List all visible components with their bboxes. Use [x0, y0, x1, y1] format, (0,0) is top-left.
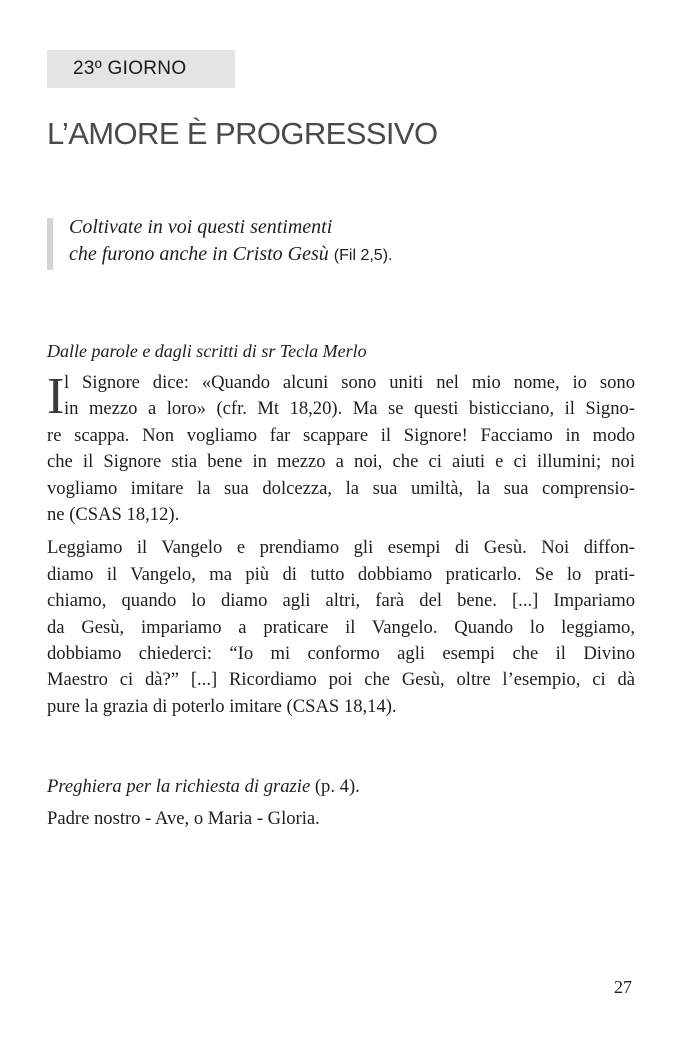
quote-line — [69, 241, 607, 269]
quote-text — [69, 214, 607, 269]
paragraph-line: Maestro ci dà?” [...] Ricordiamo poi che Gesù, oltre l’esempio, ci dà — [47, 669, 635, 691]
page-title: L’AMORE È PROGRESSIVO — [47, 116, 438, 151]
prayer-title: Preghiera per la richiesta di grazie — [47, 776, 311, 797]
page-number: 27 — [614, 977, 632, 997]
paragraph-line: in mezzo a loro» (cfr. Mt 18,20). Ma se questi bisticciano, il Signo- — [64, 398, 635, 420]
paragraph-line: che il Signore stia bene in mezzo a noi, che ci aiuti e ci illumini; noi — [47, 451, 635, 473]
paragraph-line: diamo il Vangelo, ma più di tutto dobbiamo praticarlo. Se lo prati- — [47, 563, 635, 585]
paragraph-line: l Signore dice: «Quando alcuni sono uniti nel mio nome, io sono — [64, 372, 635, 393]
paragraph-line: ne (CSAS 18,12). — [47, 504, 180, 526]
body-text — [47, 370, 635, 720]
paragraph-line: Leggiamo il Vangelo e prendiamo gli esempi di Gesù. Noi diffon- — [47, 537, 635, 559]
paragraph-line: dobbiamo chiederci: “Io mi conformo agli esempi che il Divino — [47, 643, 635, 665]
prayer-heading — [47, 776, 360, 798]
quote-line: Coltivate in voi questi sentimenti — [69, 216, 333, 238]
day-label: 23º GIORNO — [47, 50, 235, 88]
paragraph-line: pure la grazia di poterlo imitare (CSAS 18,14). — [47, 695, 397, 717]
prayer-page-ref: (p. 4). — [310, 776, 360, 797]
drop-cap: I — [47, 368, 65, 425]
prayer-text: Padre nostro - Ave, o Maria - Gloria. — [47, 808, 320, 829]
paragraph-line: chiamo, quando lo diamo agli altri, farà del bene. [...] Impariamo — [47, 590, 635, 612]
quote-line-text: che furono anche in Cristo Gesù — [69, 243, 329, 265]
paragraph-2 — [47, 535, 635, 720]
quote-bar — [47, 218, 53, 270]
source-heading: Dalle parole e dagli scritti di sr Tecla Merlo — [47, 341, 367, 361]
paragraph-line: da Gesù, impariamo a praticare il Vangelo. Quando lo leggiamo, — [47, 616, 635, 638]
paragraph-1 — [47, 370, 635, 528]
paragraph-line: vogliamo imitare la sua dolcezza, la sua umiltà, la sua comprensio- — [47, 477, 635, 499]
quote-reference: (Fil 2,5). — [333, 247, 393, 264]
scripture-quote — [47, 214, 607, 269]
paragraph-line: re scappa. Non vogliamo far scappare il Signore! Facciamo in modo — [47, 424, 635, 446]
